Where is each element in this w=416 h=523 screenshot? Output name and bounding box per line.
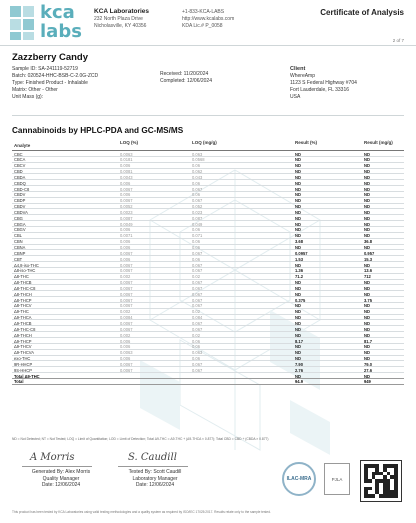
analyte-cell: CBDVA	[14, 209, 28, 215]
result-pct-cell: ND	[295, 326, 301, 332]
loq-pct-cell: 0.0084	[120, 315, 133, 321]
result-mg-cell: ND	[364, 262, 370, 268]
qr-code[interactable]	[360, 460, 402, 502]
result-mg-cell: ND	[364, 227, 370, 233]
analyte-cell: 9R-HHCP	[14, 361, 33, 367]
loq-pct-cell: 0.006	[120, 227, 131, 233]
loq-pct-cell: 0.0067	[120, 268, 133, 274]
result-pct-cell: ND	[295, 309, 301, 315]
result-pct-cell: ND	[295, 350, 301, 356]
cannabinoid-table	[12, 139, 404, 385]
signature-block-2: Tested By: Scott Caudill Laboratory Manager Date: 12/06/2024	[128, 469, 182, 488]
sample-dates: Received: 11/20/2024 Completed: 12/06/2024	[160, 71, 212, 84]
loq-pct-cell: 0.0071	[120, 233, 133, 239]
result-pct-cell: ND	[295, 151, 301, 157]
result-pct-cell: 2.76	[295, 367, 303, 373]
kca-logo-mark	[10, 6, 36, 40]
analyte-cell: CBDQ	[14, 180, 26, 186]
result-pct-cell: 8.17	[295, 338, 303, 344]
result-pct-cell: ND	[295, 227, 301, 233]
loq-mg-cell: 0.06	[192, 245, 200, 250]
analyte-cell: CBDA	[14, 174, 26, 180]
loq-pct-cell: 0.0067	[120, 262, 133, 268]
page-number: 2 of 7	[392, 38, 404, 43]
loq-mg-cell: 0.06	[192, 338, 200, 344]
result-mg-cell: ND	[364, 303, 370, 309]
loq-mg-cell: 0.062	[192, 169, 203, 175]
table-footnote: ND = Not Detected; NT = Not Tested; LOQ = Limit of Quantitation; LOD = Limit of Detection; Total Δ9-THC = Δ9-THC + (Δ9-THCA × 0.877); Total CBD = CBD + (CBDA × 0.877)	[12, 437, 269, 441]
loq-mg-cell: 0.06	[192, 163, 200, 169]
loq-mg-cell: 0.06	[192, 239, 200, 245]
result-pct-cell: ND	[295, 163, 301, 169]
loq-pct-cell: 0.006	[120, 356, 131, 362]
sample-details: Sample ID: SA-241119-52719 Batch: 020524-HHC-BSB-C-2.0G-ZCD Type: Finished Product - Inhalable Matrix: Other - Other Unit Mass (g):	[12, 66, 99, 100]
analyte-cell: CBNA	[14, 245, 26, 250]
result-mg-cell: ND	[364, 280, 370, 286]
result-mg-cell: ND	[364, 315, 370, 321]
result-mg-cell: 15.3	[364, 256, 372, 262]
loq-mg-cell: 0.052	[192, 204, 203, 210]
result-pct-cell: ND	[295, 209, 301, 215]
loq-mg-cell: 0.06	[192, 227, 200, 233]
result-pct-cell: ND	[295, 233, 301, 239]
result-pct-cell: ND	[295, 373, 301, 379]
analyte-cell: Δ9-THCH	[14, 332, 32, 338]
table-total-row	[12, 379, 404, 385]
result-mg-cell: ND	[364, 332, 370, 338]
result-pct-cell: ND	[295, 280, 301, 286]
loq-mg-cell: 0.067	[192, 285, 203, 291]
result-pct-cell: 94.9	[295, 379, 303, 385]
analyte-cell: Total Δ9-THC	[14, 373, 40, 379]
analyte-cell: CBDP	[14, 198, 26, 204]
result-mg-cell: ND	[364, 326, 370, 332]
loq-mg-cell: 0.067	[192, 320, 203, 326]
result-pct-cell: ND	[295, 344, 301, 350]
analyte-cell: Δ8-THC	[14, 274, 29, 280]
loq-mg-cell: 0.06	[192, 256, 200, 262]
loq-pct-cell: 0.002	[120, 309, 131, 315]
loq-pct-cell: 0.0067	[120, 297, 133, 303]
loq-pct-cell: 0.0067	[120, 367, 133, 373]
analyte-cell: CBG	[14, 215, 23, 221]
result-mg-cell: 13.6	[364, 268, 372, 274]
result-mg-cell: ND	[364, 174, 370, 180]
result-pct-cell: ND	[295, 198, 301, 204]
loq-mg-cell: 0.067	[192, 326, 203, 332]
loq-pct-cell: 0.0067	[120, 303, 133, 309]
pjla-seal: PJLA	[324, 463, 350, 495]
analyte-cell: CBL	[14, 233, 22, 239]
result-pct-cell: 1.36	[295, 268, 303, 274]
loq-mg-cell: 0.063	[192, 350, 203, 356]
analyte-cell: Total	[14, 379, 24, 385]
loq-pct-cell: 0.0043	[120, 174, 133, 180]
analyte-cell: 9S-HHCP	[14, 367, 32, 373]
signature-scott-caudill: S. Caudill	[128, 452, 177, 463]
lab-website-link[interactable]: http://www.kcalabs.com	[182, 16, 235, 22]
result-mg-cell: ND	[364, 344, 370, 350]
analyte-cell: CBDV	[14, 192, 26, 198]
loq-pct-cell: 0.0052	[120, 204, 133, 210]
loq-mg-cell: 0.067	[192, 361, 203, 367]
col-result-mg: Result (mg/g)	[364, 140, 393, 145]
result-mg-cell: ND	[364, 180, 370, 186]
result-mg-cell: ND	[364, 373, 370, 379]
loq-mg-cell: 0.067	[192, 291, 203, 297]
loq-pct-cell: 0.0087	[120, 215, 133, 221]
result-mg-cell: 712	[364, 274, 371, 280]
loq-mg-cell: 0.067	[192, 262, 203, 268]
result-mg-cell: ND	[364, 215, 370, 221]
result-pct-cell: ND	[295, 315, 301, 321]
loq-pct-cell: 0.006	[120, 163, 131, 169]
analyte-cell: CBGA	[14, 221, 26, 227]
loq-mg-cell: 0.087	[192, 215, 203, 221]
lab-contact: +1-833-KCA-LABS http://www.kcalabs.com KDA Lic.# P_0058	[182, 9, 235, 29]
result-mg-cell: ND	[364, 186, 370, 192]
result-mg-cell: ND	[364, 233, 370, 239]
loq-mg-cell: 0.067	[192, 250, 203, 256]
loq-pct-cell: 0.0067	[120, 280, 133, 286]
result-pct-cell: ND	[295, 285, 301, 291]
product-name: Zazzberry Candy	[12, 52, 89, 63]
loq-pct-cell: 0.0067	[120, 250, 133, 256]
loq-pct-cell: 0.006	[120, 239, 131, 245]
result-mg-cell: ND	[364, 163, 370, 169]
analyte-cell: Δ9-THCP	[14, 338, 32, 344]
result-mg-cell: ND	[364, 285, 370, 291]
analyte-cell: CBN	[14, 239, 23, 245]
loq-pct-cell: 0.0023	[120, 209, 133, 215]
analyte-cell: Δ9-THCA	[14, 315, 32, 321]
result-mg-cell: ND	[364, 356, 370, 362]
result-pct-cell: ND	[295, 169, 301, 175]
result-pct-cell: ND	[295, 192, 301, 198]
result-mg-cell: 81.7	[364, 338, 372, 344]
signature-line	[22, 466, 92, 467]
loq-mg-cell: 0.06	[192, 180, 200, 186]
divider	[12, 115, 404, 116]
result-mg-cell: 79.0	[364, 361, 372, 367]
result-pct-cell: ND	[295, 356, 301, 362]
result-mg-cell: ND	[364, 151, 370, 157]
analyte-cell: Δ8-THCV	[14, 303, 32, 309]
analyte-cell: exo-THC	[14, 356, 31, 362]
loq-mg-cell: 0.067	[192, 280, 203, 286]
loq-pct-cell: 0.0063	[120, 350, 133, 356]
result-mg-cell: 949	[364, 379, 371, 385]
loq-pct-cell: 0.006	[120, 192, 131, 198]
result-mg-cell: ND	[364, 309, 370, 315]
loq-pct-cell: 0.0067	[120, 285, 133, 291]
analyte-cell: CBDV	[14, 204, 26, 210]
analyte-cell: CBNP	[14, 250, 26, 256]
analyte-cell: CBCV	[14, 163, 26, 169]
result-pct-cell: 3.68	[295, 239, 303, 245]
result-pct-cell: ND	[295, 204, 301, 210]
result-pct-cell: 0.375	[295, 297, 306, 303]
loq-mg-cell: 0.067	[192, 186, 203, 192]
analyte-cell: Δ9-THCVA	[14, 350, 34, 356]
loq-pct-cell: 0.002	[120, 274, 131, 280]
result-mg-cell: 27.6	[364, 367, 372, 373]
loq-pct-cell: 0.0081	[120, 169, 133, 175]
section-title: Cannabinoids by HPLC-PDA and GC-MS/MS	[12, 126, 184, 135]
result-pct-cell: ND	[295, 157, 301, 163]
loq-mg-cell: 0.02	[192, 332, 200, 338]
loq-mg-cell: 0.049	[192, 221, 203, 227]
result-pct-cell: ND	[295, 291, 301, 297]
loq-mg-cell: 0.063	[192, 151, 203, 157]
loq-pct-cell: 0.0067	[120, 320, 133, 326]
table-header	[12, 139, 404, 151]
analyte-cell: Δ8-THCH	[14, 291, 32, 297]
loq-mg-cell: 0.067	[192, 198, 203, 204]
result-pct-cell: 0.0957	[295, 250, 308, 256]
result-mg-cell: ND	[364, 221, 370, 227]
result-mg-cell: ND	[364, 204, 370, 210]
result-mg-cell: ND	[364, 192, 370, 198]
loq-pct-cell: 0.0067	[120, 291, 133, 297]
col-result-pct: Result (%)	[295, 140, 318, 145]
result-mg-cell: 0.957	[364, 250, 375, 256]
signature-line	[118, 466, 188, 467]
loq-mg-cell: 0.06	[192, 356, 200, 362]
analyte-cell: Δ9-THC-C8	[14, 326, 36, 332]
analyte-cell: CBT	[14, 256, 23, 262]
lab-name: KCA Laboratories	[94, 8, 150, 15]
analyte-cell: Δ4,8-iso-THC	[14, 262, 39, 268]
ilac-mra-seal: ILAC-MRA	[282, 462, 316, 496]
result-pct-cell: ND	[295, 262, 301, 268]
result-pct-cell: ND	[295, 180, 301, 186]
result-mg-cell: 36.8	[364, 239, 372, 245]
loq-pct-cell: 0.0067	[120, 361, 133, 367]
loq-mg-cell: 0.023	[192, 209, 203, 215]
kca-logo-text: kca labs	[40, 2, 82, 42]
result-pct-cell: 7.90	[295, 361, 303, 367]
result-mg-cell: ND	[364, 245, 370, 250]
signature-block-1: Generated By: Alex Morris Quality Manager Date: 12/06/2024	[31, 469, 91, 488]
analyte-cell: Δ9-THCB	[14, 320, 32, 326]
analyte-cell: Δ8-THCB	[14, 280, 32, 286]
analyte-cell: CBC	[14, 151, 23, 157]
result-mg-cell: ND	[364, 291, 370, 297]
loq-pct-cell: 0.006	[120, 180, 131, 186]
loq-mg-cell: 0.084	[192, 315, 203, 321]
result-mg-cell: ND	[364, 320, 370, 326]
client-details: Client WhereAmp 1123 S Federal Highway #704 Fort Lauderdale, FL 33316 USA	[290, 66, 357, 100]
loq-mg-cell: 0.06	[192, 192, 200, 198]
loq-pct-cell: 0.006	[120, 338, 131, 344]
result-pct-cell: ND	[295, 332, 301, 338]
loq-pct-cell: 0.006	[120, 344, 131, 350]
loq-pct-cell: 0.002	[120, 332, 131, 338]
result-pct-cell: ND	[295, 320, 301, 326]
analyte-cell: CBD-C8	[14, 186, 30, 192]
loq-mg-cell: 0.06	[192, 344, 200, 350]
col-loq-mg: LOQ (mg/g)	[192, 140, 217, 145]
loq-mg-cell: 0.067	[192, 297, 203, 303]
result-mg-cell: ND	[364, 169, 370, 175]
col-analyte: Analyte	[14, 143, 31, 148]
analyte-cell: CBGV	[14, 227, 26, 233]
result-pct-cell: 71.2	[295, 274, 303, 280]
document-title: Certificate of Analysis	[320, 8, 404, 17]
result-mg-cell: ND	[364, 350, 370, 356]
loq-mg-cell: 0.067	[192, 268, 203, 274]
analyte-cell: CBD	[14, 169, 23, 175]
result-pct-cell: ND	[295, 186, 301, 192]
loq-mg-cell: 0.0568	[192, 157, 205, 163]
result-mg-cell: ND	[364, 209, 370, 215]
result-pct-cell: ND	[295, 174, 301, 180]
loq-pct-cell: 0.006	[120, 245, 131, 250]
loq-pct-cell: 0.0067	[120, 198, 133, 204]
page-header	[0, 0, 416, 46]
result-mg-cell: ND	[364, 198, 370, 204]
analyte-cell: Δ9-THCV	[14, 344, 32, 350]
loq-pct-cell: 0.0067	[120, 326, 133, 332]
loq-mg-cell: 0.02	[192, 274, 200, 280]
loq-mg-cell: 0.043	[192, 174, 203, 180]
loq-mg-cell: 0.067	[192, 303, 203, 309]
loq-pct-cell: 0.0049	[120, 221, 133, 227]
table-body	[12, 151, 404, 385]
loq-pct-cell: 0.0063	[120, 151, 133, 157]
result-pct-cell: ND	[295, 215, 301, 221]
analyte-cell: Δ9-THC	[14, 309, 29, 315]
legal-disclaimer: This product has been tested by KCA Laboratories using valid testing methodologies and a quality system as required by ISO/IEC 17025:2017. Results relate only to the sample tested.	[12, 510, 271, 514]
loq-mg-cell: 0.067	[192, 367, 203, 373]
lab-address: KCA Laboratories 232 North Plaza Drive Nicholasville, KY 40356	[94, 8, 150, 29]
loq-pct-cell: 0.006	[120, 256, 131, 262]
result-mg-cell: 3.75	[364, 297, 372, 303]
signature-alex-morris: A Morris	[30, 452, 75, 463]
result-pct-cell: 1.53	[295, 256, 303, 262]
loq-pct-cell: 0.0067	[120, 186, 133, 192]
result-pct-cell: ND	[295, 221, 301, 227]
analyte-cell: Δ8-iso-THC	[14, 268, 36, 274]
col-loq-pct: LOQ (%)	[120, 140, 138, 145]
loq-mg-cell: 0.02	[192, 309, 200, 315]
analyte-cell: Δ8-THCP	[14, 297, 32, 303]
result-pct-cell: ND	[295, 303, 301, 309]
analyte-cell: CBCA	[14, 157, 26, 163]
analyte-cell: Δ8-THC-C8	[14, 285, 36, 291]
result-pct-cell: ND	[295, 245, 301, 250]
loq-mg-cell: 0.071	[192, 233, 203, 239]
qr-pattern	[364, 464, 398, 498]
loq-pct-cell: 0.0181	[120, 157, 133, 163]
result-mg-cell: ND	[364, 157, 370, 163]
